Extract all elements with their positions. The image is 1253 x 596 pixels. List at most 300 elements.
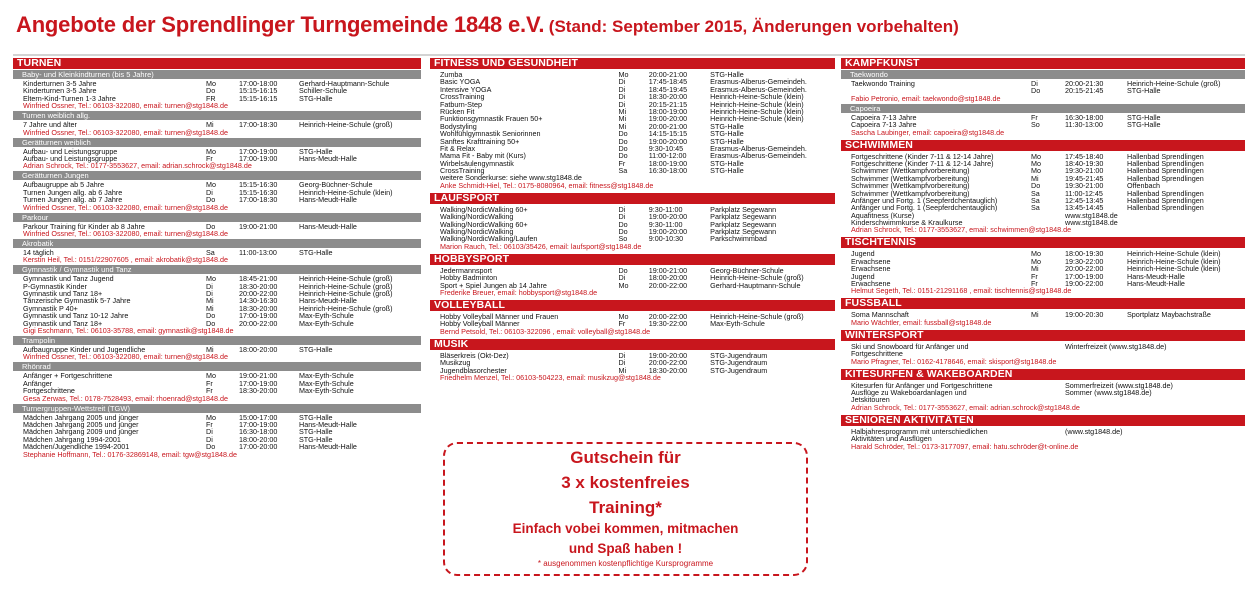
activity-name: Schwimmer (Wettkampfvorbereitung): [851, 173, 970, 183]
venue: STG-Halle: [710, 136, 744, 146]
weekday: FR: [206, 93, 216, 103]
weekday: Do: [618, 227, 628, 237]
section-title: KAMPFKUNST: [841, 58, 1245, 69]
schedule-list: [841, 342, 1245, 358]
section-title: VOLLEYBALL: [430, 300, 835, 311]
time-slot: 17:00-18:30: [239, 195, 278, 205]
activity-name: Mädchen Jahrgang 2009 und jünger: [23, 427, 139, 437]
section: [841, 140, 1245, 235]
venue: Heinrich-Heine-Schule (groß): [710, 311, 804, 321]
activity-group: [841, 310, 1245, 326]
time-slot: 19:00-20:00: [648, 227, 688, 237]
activity-name: 14 täglich: [23, 247, 54, 257]
venue: STG-Halle: [299, 93, 333, 103]
time-slot: 18:00-19:00: [648, 106, 688, 116]
time-slot: 18:30-20:00: [648, 365, 688, 375]
activity-group: [13, 239, 421, 264]
weekday: Di: [206, 427, 213, 437]
activity-name: Hobby Volleyball Männer: [440, 319, 520, 329]
time-slot: 11:00-12:45: [1065, 188, 1103, 198]
weekday: Mi: [618, 121, 627, 131]
activity-group: [13, 171, 421, 211]
weekday: Fr: [206, 378, 213, 388]
time-slot: 17:00-18:00: [239, 79, 278, 88]
venue: [1127, 350, 1245, 357]
time-slot: 19:30-22:00: [648, 319, 688, 329]
time-slot: 20:00-22:00: [648, 280, 688, 290]
time-slot: 20:00-22:00: [239, 289, 278, 299]
weekday: Do: [618, 143, 628, 153]
section: [841, 330, 1245, 366]
weekday: Fr: [1031, 279, 1038, 289]
weekday: Di: [618, 84, 626, 94]
venue: Hallenbad Sprendlingen: [1127, 188, 1204, 198]
schedule-row: [851, 80, 1245, 87]
venue: Heinrich-Heine-Schule (klein): [710, 92, 804, 102]
activity-group: [13, 111, 421, 136]
activity-name: Hobby Volleyball Männer und Frauen: [440, 311, 559, 321]
weekday: Do: [206, 318, 216, 328]
activity-name: Capoeira 7-13 Jahre: [851, 112, 917, 122]
schedule-list: [841, 381, 1245, 404]
activity-name: Tänzerische Gymnastik 5-7 Jahre: [23, 296, 131, 306]
weekday: Fr: [1031, 271, 1038, 281]
time-slot: 19:30-21:00: [1065, 181, 1104, 191]
section: [841, 237, 1245, 295]
weekday: Di: [206, 281, 213, 291]
page-title: [16, 12, 959, 38]
venue: Parkschwimmbad: [710, 234, 767, 244]
venue: Heinrich-Heine-Schule (klein): [1127, 249, 1221, 259]
time-slot: 17:00-19:00: [239, 311, 278, 321]
activity-group: [13, 138, 421, 171]
schedule-list: [430, 266, 835, 289]
activity-group: [841, 427, 1245, 451]
weekday: Mo: [1031, 256, 1041, 266]
weekday: Mi: [618, 106, 627, 116]
venue: STG-Halle: [710, 121, 744, 131]
venue: Heinrich-Heine-Schule (klein): [1127, 256, 1221, 266]
contact-info: Gigi Eschmann, Tel.: 06103-35788, email: gymnastik@stg1848.de: [23, 326, 234, 336]
weekday: Mo: [206, 146, 216, 156]
weekday: Do: [618, 151, 628, 161]
activity-name: Anfänger und Fortg. 1 (Seepferdchentauglich): [851, 203, 998, 213]
contact-info: Bernd Petsold, Tel.: 06103-322096 , email: volleyball@stg1848.de: [440, 326, 651, 336]
time-slot: www.stg1848.de: [1065, 210, 1118, 220]
voucher-line-2: 3 x kostenfreies: [561, 473, 690, 492]
venue: Sportplatz Maybachstraße: [1127, 310, 1211, 320]
venue: Hallenbad Sprendlingen: [1127, 158, 1204, 168]
time-slot: 19:30-22:00: [1065, 256, 1104, 266]
time-slot: 18:30-20:00: [648, 92, 688, 102]
time-slot: 20:00-21:30: [1065, 79, 1104, 88]
venue: Hans-Meudt-Halle: [299, 153, 357, 163]
venue: Max-Eyth-Schule: [299, 371, 354, 381]
contact-info: Adrian Schrock, Tel.: 0177-3553627, email: adrian.schrock@stg1848.de: [851, 402, 1080, 412]
weekday: Do: [206, 311, 216, 321]
time-slot: 16:30-18:00: [1065, 112, 1104, 122]
weekday: Sa: [1031, 203, 1040, 213]
section: [430, 300, 835, 336]
time-slot: 9:30-10:45: [648, 143, 684, 153]
contact-info: Harald Schröder, Tel.: 0173-3177097, email: hatu.schröder@t-online.de: [851, 441, 1079, 451]
weekday: Di: [618, 77, 626, 87]
weekday: Fr: [206, 419, 213, 429]
venue: Heinrich-Heine-Schule (klein): [710, 114, 804, 124]
time-slot: 11:00-13:00: [239, 247, 277, 257]
weekday: Do: [206, 86, 216, 96]
time-slot: 18:30-20:00: [239, 281, 278, 291]
schedule-row: [23, 380, 421, 387]
group-subtitle: Trampolin: [13, 336, 421, 345]
weekday: [1031, 343, 1065, 350]
activity-name: Jugend: [851, 271, 875, 281]
weekday: Do: [1031, 86, 1041, 96]
group-subtitle: Turnen weiblich allg.: [13, 111, 421, 120]
venue: Gerhard-Hauptmann-Schule: [299, 79, 390, 88]
group-subtitle: Baby- und Kleinkindturnen (bis 5 Jahre): [13, 70, 421, 79]
schedule-list: [13, 147, 421, 163]
weekday: Fr: [206, 153, 213, 163]
section-title: KITESURFEN & WAKEBOARDEN: [841, 369, 1245, 380]
activity-name: Anfänger + Fortgeschrittene: [23, 371, 113, 381]
time-slot: [649, 174, 710, 181]
activity-name: Aufbau- und Leistungsgruppe: [23, 153, 118, 163]
venue: Hans-Meudt-Halle: [1127, 279, 1185, 289]
venue: Hans-Meudt-Halle: [299, 419, 357, 429]
activity-name: Erwachsene: [851, 256, 891, 266]
activity-name: Sanftes Krafttraining 50+: [440, 136, 520, 146]
section: [430, 58, 835, 190]
time-slot: 15:15-16:15: [239, 93, 278, 103]
weekday: Di: [206, 187, 213, 197]
activity-name: Wirbelsäulengymnastik: [440, 158, 514, 168]
time-slot: 15:15-16:30: [239, 180, 278, 190]
voucher-box: [443, 442, 808, 576]
time-slot: 20:00-22:00: [1065, 264, 1104, 274]
time-slot: 19:00-20:00: [648, 114, 688, 124]
weekday: [1031, 389, 1065, 396]
venue: Erasmus-Alberus-Gemeindeh.: [710, 143, 807, 153]
weekday: Sa: [206, 247, 215, 257]
venue: Heinrich-Heine-Schule (groß): [299, 303, 393, 313]
venue: [1127, 396, 1245, 403]
column-right: [841, 58, 1245, 454]
schedule-row: [23, 372, 421, 379]
column-left: [13, 58, 421, 462]
time-slot: 14:15-15:15: [648, 129, 688, 139]
section-title: SCHWIMMEN: [841, 140, 1245, 151]
schedule-list: [430, 70, 835, 182]
schedule-row: [440, 115, 835, 122]
venue: Hans-Meudt-Halle: [1127, 271, 1185, 281]
time-slot: 18:00-20:00: [648, 273, 688, 283]
activity-name: Jetskitouren: [851, 395, 890, 405]
venue: Parkplatz Segewann: [710, 204, 777, 214]
section-title: WINTERSPORT: [841, 330, 1245, 341]
activity-name: Fortgeschrittene (Kinder 7-11 & 12-14 Jahre): [851, 151, 994, 161]
activity-name: Zumba: [440, 70, 463, 79]
time-slot: 18:30-20:00: [239, 386, 278, 396]
contact-info: Winfried Ossner, Tel.: 06103-322080, email: turnen@stg1848.de: [23, 127, 228, 137]
contact-info: Sascha Laubinger, email: capoeira@stg1848.de: [851, 127, 1005, 137]
activity-name: Musikzug: [440, 358, 471, 368]
schedule-row: [440, 352, 835, 359]
venue: Hans-Meudt-Halle: [299, 221, 357, 231]
weekday: Do: [206, 221, 216, 231]
venue: STG-Halle: [299, 247, 333, 257]
group-subtitle: Parkour: [13, 213, 421, 222]
venue: Heinrich-Heine-Schule (klein): [299, 187, 393, 197]
activity-name: Gymnastik und Tanz 18+: [23, 318, 103, 328]
time-slot: 20:00-22:00: [648, 358, 688, 368]
time-slot: 18:45-19:45: [648, 84, 688, 94]
activity-name: Aquafitness (Kurse): [851, 210, 915, 220]
venue: STG-Halle: [299, 427, 333, 437]
activity-name: CrossTraining: [440, 166, 485, 176]
activity-name: Fortgeschrittene: [851, 349, 903, 359]
weekday: Di: [618, 358, 626, 368]
group-subtitle: Turnergruppen-Wettstreit (TGW): [13, 404, 421, 413]
venue: STG-Jugendraum: [710, 358, 768, 368]
time-slot: 19:00-20:00: [648, 136, 688, 146]
section: [841, 369, 1245, 412]
activity-name: Mädchen Jahrgang 2005 und jünger: [23, 412, 139, 422]
schedule-list: [13, 413, 421, 451]
activity-group: [13, 70, 421, 110]
weekday: Di: [206, 289, 213, 299]
venue: Hallenbad Sprendlingen: [1127, 151, 1204, 161]
venue: Gerhard-Hauptmann-Schule: [710, 280, 801, 290]
section-title: HOBBYSPORT: [430, 254, 835, 265]
activity-name: Intensive YOGA: [440, 84, 492, 94]
weekday: Di: [618, 204, 626, 214]
section: [841, 298, 1245, 326]
venue: STG-Halle: [710, 166, 744, 176]
section-title: TISCHTENNIS: [841, 237, 1245, 248]
schedule-list: [430, 351, 835, 374]
group-subtitle: Gymnastik / Gymnastik und Tanz: [13, 265, 421, 274]
activity-group: [13, 362, 421, 402]
activity-name: Mädchen Jahrgang 1994-2001: [23, 434, 121, 444]
time-slot: 15:15-16:30: [239, 187, 278, 197]
venue: [1127, 343, 1245, 350]
venue: Hans-Meudt-Halle: [299, 442, 357, 452]
venue: Max-Eyth-Schule: [299, 378, 354, 388]
weekday: Mo: [206, 371, 216, 381]
venue: STG-Jugendraum: [710, 350, 768, 360]
contact-info: Mario Pfragner, Tel.: 0162-4178646, email: skisport@stg1848.de: [851, 356, 1057, 366]
header-divider: [13, 54, 1245, 56]
venue: STG-Halle: [1127, 112, 1161, 122]
activity-name: Capoeira 7-13 Jahre: [851, 120, 917, 130]
activity-group: [430, 205, 835, 251]
weekday: Mi: [618, 365, 627, 375]
time-slot: 17:45-18:45: [648, 77, 688, 87]
activity-name: Basic YOGA: [440, 77, 481, 87]
weekday: Mo: [1031, 166, 1041, 176]
activity-name: Walking/NordicWalking: [440, 227, 514, 237]
activity-group: [430, 266, 835, 297]
venue: Offenbach: [1127, 181, 1161, 191]
time-slot: 20:15-21:15: [648, 99, 688, 109]
activity-name: Soma Mannschaft: [851, 310, 909, 320]
activity-name: Turnen Jungen allg. ab 6 Jahre: [23, 187, 123, 197]
title-subtitle: (Stand: September 2015, Änderungen vorbehalten): [548, 17, 959, 36]
activity-name: Anfänger und Fortg. 1 (Seepferdchentauglich): [851, 195, 998, 205]
weekday: Mi: [1031, 310, 1039, 320]
venue: Parkplatz Segewann: [710, 227, 777, 237]
weekday: [1031, 212, 1065, 219]
venue: Erasmus-Alberus-Gemeindeh.: [710, 151, 807, 161]
schedule-row: [851, 343, 1245, 350]
section: [430, 193, 835, 251]
activity-name: Gymnastik P 40+: [23, 303, 78, 313]
schedule-list: [13, 274, 421, 327]
schedule-list: [841, 427, 1245, 443]
venue: Georg-Büchner-Schule: [299, 180, 373, 190]
weekday: Di: [1031, 79, 1038, 88]
section-title: SENIOREN AKTIVITÄTEN: [841, 415, 1245, 426]
venue: Parkplatz Segewann: [710, 212, 777, 222]
weekday: So: [1031, 120, 1040, 130]
weekday: Sa: [1031, 188, 1040, 198]
venue: STG-Halle: [710, 129, 744, 139]
time-slot: 20:00-22:00: [648, 311, 688, 321]
activity-name: Aufbau- und Leistungsgruppe: [23, 146, 118, 156]
venue: STG-Halle: [710, 70, 744, 79]
venue: Max-Eyth-Schule: [710, 319, 765, 329]
activity-group: [841, 152, 1245, 235]
schedule-row: [440, 160, 835, 167]
weekday: Fr: [206, 386, 213, 396]
activity-group: [13, 213, 421, 238]
weekday: Do: [618, 265, 628, 275]
contact-info: Adrian Schrock, Tel.: 0177-3553627, email: schwimmen@stg1848.de: [851, 225, 1072, 235]
time-slot: 14:30-16:30: [239, 296, 278, 306]
activity-name: CrossTraining: [440, 92, 485, 102]
schedule-row: [851, 273, 1245, 280]
weekday: Fr: [618, 158, 626, 168]
time-slot: Winterfreizeit (www.stg1848.de): [1065, 341, 1167, 351]
time-slot: 17:00-19:00: [239, 419, 278, 429]
activity-name: Schwimmer (Wettkampfvorbereitung): [851, 181, 970, 191]
weekday: Mi: [1031, 264, 1039, 274]
voucher-line-1: Gutschein für: [570, 448, 681, 467]
activity-name: weitere Sonderkurse: siehe www.stg1848.de: [440, 173, 582, 183]
time-slot: 19:00-20:00: [648, 350, 688, 360]
activity-name: Wohlfühlgymnastik Seniorinnen: [440, 129, 541, 139]
venue: STG-Halle: [1127, 120, 1161, 130]
venue: Hallenbad Sprendlingen: [1127, 203, 1204, 213]
weekday: Di: [206, 434, 213, 444]
weekday: Mo: [618, 311, 629, 321]
group-subtitle: Gerätturnen weiblich: [13, 138, 421, 147]
contact-info: Winfried Ossner, Tel.: 06103-322080, email: turnen@stg1848.de: [23, 101, 228, 111]
weekday: Mo: [206, 79, 216, 88]
time-slot: 19:30-21:00: [1065, 166, 1104, 176]
activity-name: Jugend: [851, 249, 875, 259]
venue: Parkplatz Segewann: [710, 219, 777, 229]
activity-group: [430, 351, 835, 382]
weekday: Sa: [618, 166, 628, 176]
section-title: TURNEN: [13, 58, 421, 69]
activity-group: [841, 70, 1245, 103]
venue: Heinrich-Heine-Schule (klein): [710, 99, 804, 109]
schedule-list: [13, 180, 421, 203]
activity-group: [13, 265, 421, 335]
schedule-list: [841, 113, 1245, 129]
weekday: So: [618, 234, 628, 244]
weekday: Do: [618, 219, 628, 229]
contact-info: Helmut Segeth, Tel.: 0151-21291168 , email: tischtennis@stg1848.de: [851, 286, 1072, 296]
activity-name: Parkour Training für Kinder ab 8 Jahre: [23, 221, 145, 231]
section: [841, 58, 1245, 137]
section-title: FITNESS UND GESUNDHEIT: [430, 58, 835, 69]
weekday: Do: [1031, 181, 1041, 191]
time-slot: 20:15-21:45: [1065, 86, 1104, 96]
time-slot: 9:30-11:00: [648, 204, 683, 214]
activity-name: Fortgeschrittene (Kinder 7-11 & 12-14 Jahre): [851, 158, 994, 168]
venue: Schiller-Schule: [299, 86, 347, 96]
time-slot: 19:00-22:00: [1065, 279, 1104, 289]
section-title: MUSIK: [430, 339, 835, 350]
venue: [1127, 435, 1245, 442]
venue: [1127, 219, 1245, 226]
activity-name: Fatburn-Step: [440, 99, 482, 109]
section: [841, 415, 1245, 451]
venue: STG-Halle: [299, 146, 333, 156]
weekday: Mo: [1031, 158, 1041, 168]
weekday: Mo: [206, 412, 216, 422]
time-slot: 18:45-21:00: [239, 274, 278, 284]
venue: Max-Eyth-Schule: [299, 311, 354, 321]
contact-info: Fabio Petronio, email: taekwondo@stg1848.de: [851, 93, 1001, 103]
time-slot: 16:30-18:00: [648, 166, 688, 176]
activity-name: Schwimmer (Wettkampfvorbereitung): [851, 166, 970, 176]
contact-info: Stephanie Hoffmann, Tel.: 0176-32869148, email: tgw@stg1848.de: [23, 449, 238, 459]
weekday: Mi: [1031, 173, 1039, 183]
activity-name: Taekwondo Training: [851, 79, 915, 88]
activity-name: Jedermannsport: [440, 265, 492, 275]
time-slot: 18:00-20:00: [239, 345, 278, 355]
weekday: [1031, 428, 1065, 435]
weekday: Do: [618, 136, 628, 146]
venue: [1127, 428, 1245, 435]
voucher-footnote: * ausgenommen kostenpflichtige Kursprogramme: [537, 559, 714, 568]
time-slot: 17:00-19:00: [1065, 271, 1104, 281]
venue: Hallenbad Sprendlingen: [1127, 195, 1204, 205]
weekday: Di: [618, 92, 626, 102]
weekday: Fr: [1031, 112, 1038, 122]
activity-name: Mädchen/Jugendliche 1994-2001: [23, 442, 130, 452]
column-middle: [430, 58, 835, 385]
activity-group: [13, 404, 421, 459]
time-slot: 17:00-19:00: [239, 378, 278, 388]
venue: STG-Halle: [299, 412, 333, 422]
venue: Erasmus-Alberus-Gemeindeh.: [710, 77, 807, 87]
activity-name: Halbjahresprogramm mit unterschiedlichen: [851, 426, 988, 436]
contact-info: Gesa Zerwas, Tel.: 0178-7528493, email: rhoenrad@stg1848.de: [23, 393, 228, 403]
activity-name: Schwimmer (Wettkampfvorbereitung): [851, 188, 970, 198]
venue: [710, 174, 835, 181]
time-slot: 15:15-16:15: [239, 86, 278, 96]
group-subtitle: Capoeira: [841, 104, 1245, 113]
schedule-list: [430, 205, 835, 243]
venue: Heinrich-Heine-Schule (groß): [299, 281, 393, 291]
activity-name: Ausflüge zu Wakeboardanlagen und: [851, 387, 967, 397]
weekday: Do: [206, 195, 216, 205]
